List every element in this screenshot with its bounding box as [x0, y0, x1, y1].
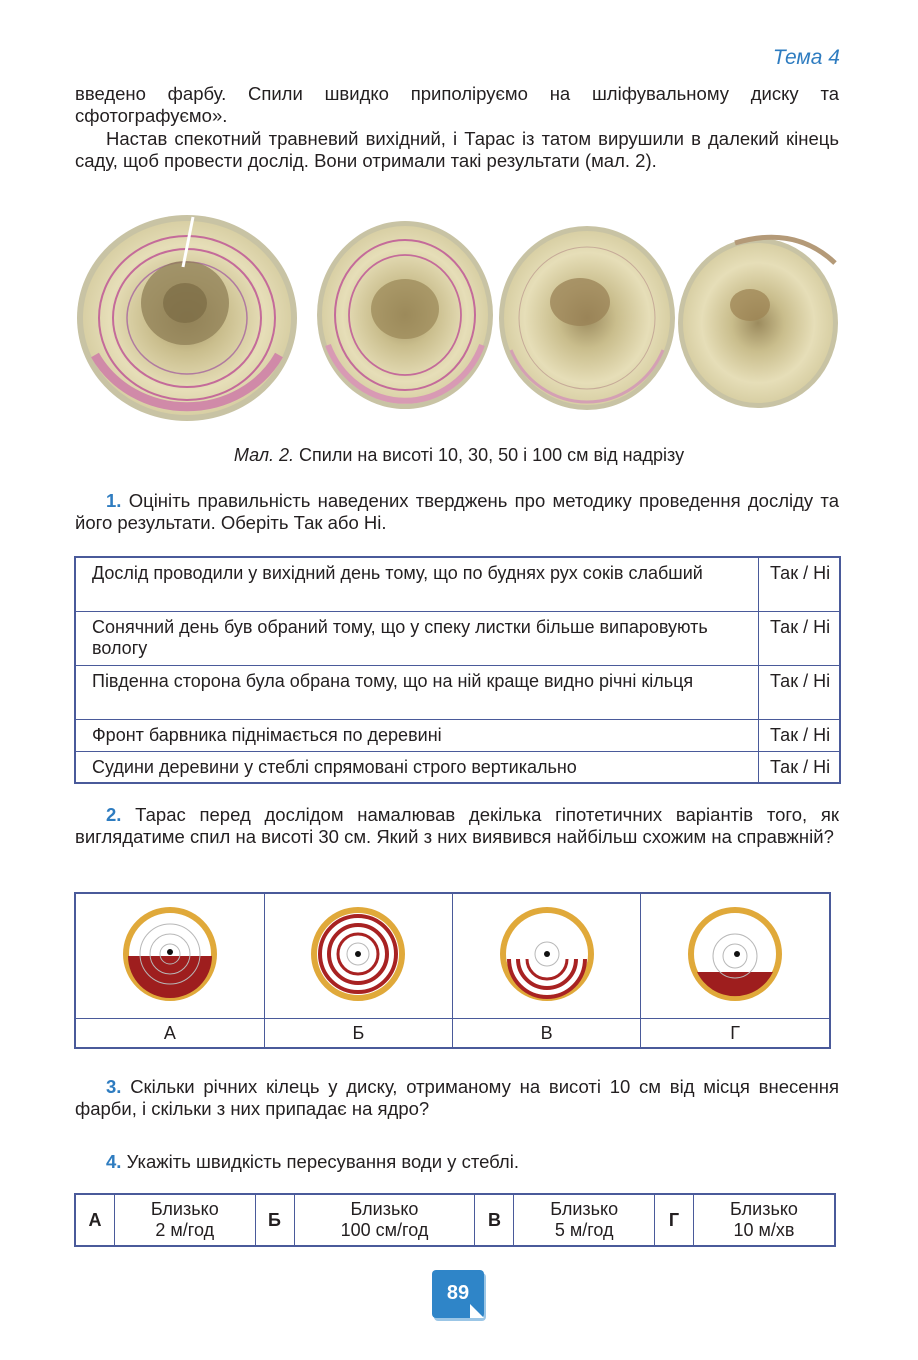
table-row	[75, 719, 840, 751]
intro-paragraph-1: введено фарбу. Спили швидко приполіруємо на шліфувальному диску та сфотографуємо».	[75, 83, 839, 126]
intro-paragraph-2: Настав спекотний травневий вихідний, і Тарас із татом вирушили в далекий кінець саду, щоб провести дослід. Вони отримали такі результати (мал. 2).	[75, 128, 839, 171]
statement-cell: Сонячний день був обраний тому, що у спеку листки більше випаровують вологу	[75, 611, 759, 665]
variant-label-b: Б	[264, 1019, 452, 1049]
statement-cell: Дослід проводили у вихідний день тому, що по буднях рух соків слабший	[75, 557, 759, 611]
speed-options-table	[74, 1193, 836, 1247]
question-2-number: 2.	[106, 804, 122, 825]
variant-label-c: В	[452, 1019, 640, 1049]
variant-b-drawing[interactable]	[264, 893, 452, 1019]
option-line1: Близько	[150, 1199, 219, 1219]
option-letter-c[interactable]: В	[475, 1194, 514, 1246]
option-line2: 100 см/год	[340, 1220, 429, 1240]
option-letter-b[interactable]: Б	[255, 1194, 294, 1246]
question-1-number: 1.	[106, 490, 122, 511]
section-theme: Тема 4	[772, 46, 840, 69]
page-number: 89	[432, 1270, 484, 1318]
answer-option[interactable]: Так / Ні	[759, 665, 841, 719]
question-2-text: Тарас перед дослідом намалював декілька гіпотетичних варіантів того, як виглядатиме спил на висоті 30 см. Який з них виявився найбільш схожим на справжній?	[75, 804, 839, 847]
question-3-text: Скільки річних кілець у диску, отриманому на висоті 10 см від місця внесення фарби, і скільки з них припадає на ядро?	[75, 1076, 839, 1119]
option-line2: 5 м/год	[554, 1220, 614, 1240]
table-row	[75, 893, 830, 1019]
variants-table	[74, 892, 831, 1049]
variant-label-d: Г	[641, 1019, 830, 1049]
option-value-b[interactable]	[294, 1194, 475, 1246]
option-value-a[interactable]	[115, 1194, 256, 1246]
question-4-number: 4.	[106, 1151, 122, 1172]
figure-caption	[0, 445, 918, 466]
table-row	[75, 665, 840, 719]
stem-sections-photo	[75, 205, 845, 425]
table-row	[75, 751, 840, 783]
option-line2: 2 м/год	[155, 1220, 215, 1240]
table-row	[75, 611, 840, 665]
option-value-d[interactable]	[693, 1194, 835, 1246]
answer-option[interactable]: Так / Ні	[759, 557, 841, 611]
question-3-number: 3.	[106, 1076, 122, 1097]
variant-c-drawing[interactable]	[452, 893, 640, 1019]
question-2	[75, 804, 839, 848]
table-row	[75, 557, 840, 611]
option-line2: 10 м/хв	[733, 1220, 795, 1240]
option-value-c[interactable]	[514, 1194, 655, 1246]
option-line1: Близько	[730, 1199, 798, 1219]
option-line1: Близько	[350, 1199, 419, 1219]
section-drawing-d	[685, 904, 785, 1004]
variant-label-a: А	[75, 1019, 264, 1049]
section-100cm	[678, 237, 838, 408]
variant-a-drawing[interactable]	[75, 893, 264, 1019]
section-drawing-b	[308, 904, 408, 1004]
option-letter-d[interactable]: Г	[654, 1194, 693, 1246]
section-50cm	[499, 226, 675, 410]
question-4	[75, 1151, 839, 1173]
table-row	[75, 1019, 830, 1049]
statement-cell: Судини деревини у стеблі спрямовані строго вертикально	[75, 751, 759, 783]
answer-option[interactable]: Так / Ні	[759, 611, 841, 665]
variant-d-drawing[interactable]	[641, 893, 830, 1019]
section-drawing-a	[120, 904, 220, 1004]
answer-option[interactable]: Так / Ні	[759, 751, 841, 783]
section-30cm	[317, 221, 493, 409]
option-line1: Близько	[550, 1199, 619, 1219]
statement-cell: Південна сторона була обрана тому, що на ній краще видно річні кільця	[75, 665, 759, 719]
question-4-text: Укажіть швидкість пересування води у стеблі.	[121, 1151, 519, 1172]
question-1	[75, 490, 839, 534]
figure-caption-text: Спили на висоті 10, 30, 50 і 100 см від надрізу	[294, 445, 685, 465]
section-10cm	[77, 215, 297, 421]
option-letter-a[interactable]: А	[75, 1194, 115, 1246]
figure-caption-label: Мал. 2.	[233, 445, 295, 465]
section-drawing-c	[497, 904, 597, 1004]
page-corner-fold	[470, 1304, 484, 1318]
answer-option[interactable]: Так / Ні	[759, 719, 841, 751]
question-3	[75, 1076, 839, 1120]
statement-cell: Фронт барвника піднімається по деревині	[75, 719, 759, 751]
statements-table	[74, 556, 841, 784]
question-1-text: Оцініть правильність наведених тверджень про методику проведення досліду та його результати. Оберіть Так або Ні.	[75, 490, 839, 533]
table-row	[75, 1194, 835, 1246]
